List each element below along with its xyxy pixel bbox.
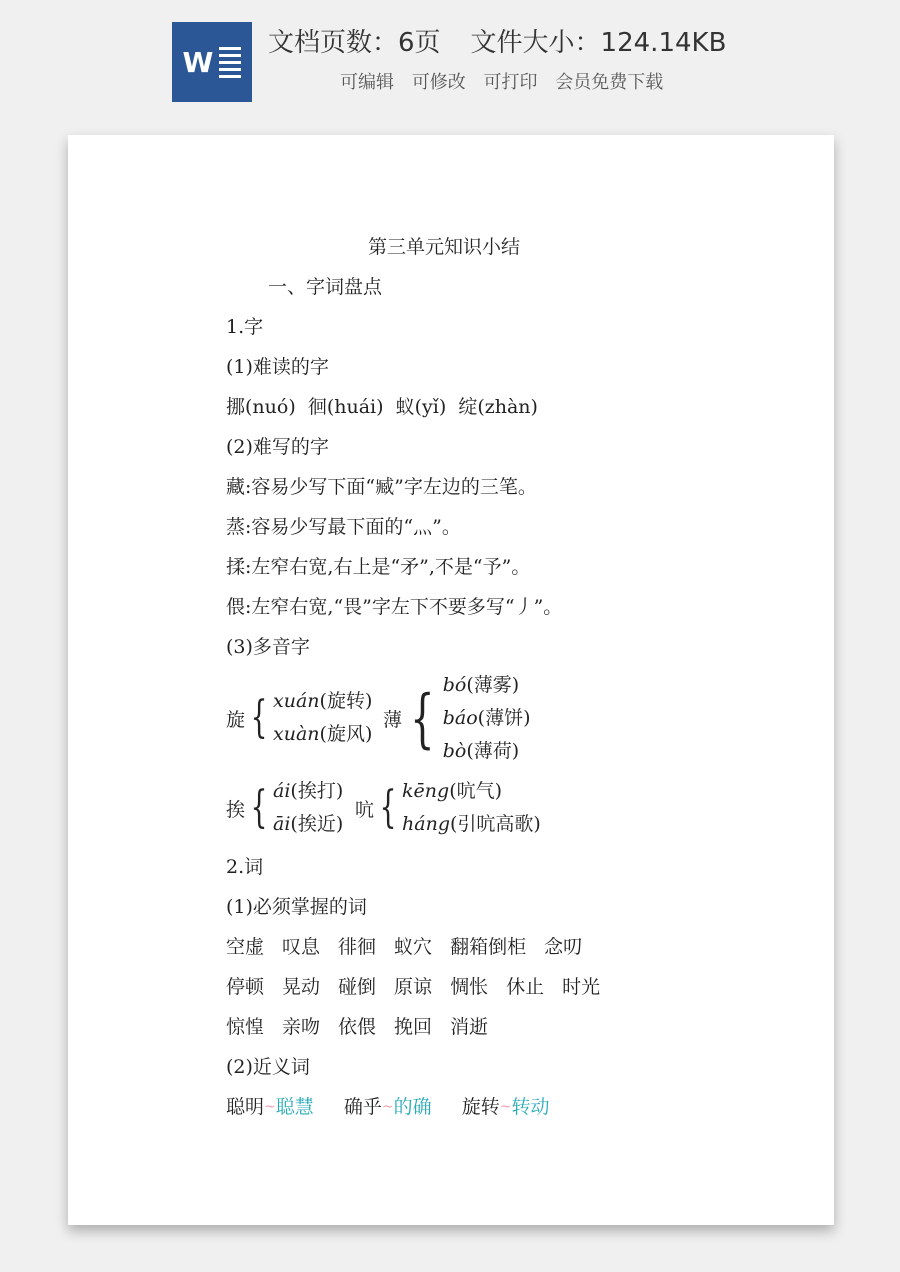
doc-title: 第三单元知识小结 (368, 236, 521, 258)
polyphone-option: āi(挨近) (273, 813, 344, 835)
polyphone-option: xuàn(旋风) (273, 723, 373, 745)
hard-read-line: 挪(nuó) 徊(huái) 蚁(yǐ) 绽(zhàn) (226, 396, 538, 418)
file-size: 文件大小：124.14KB (470, 28, 727, 58)
heading-hard-read: (1)难读的字 (226, 356, 329, 378)
polyphone-group-keng (355, 775, 541, 841)
polyphone-char: 吭 (355, 798, 375, 821)
document-page (68, 135, 834, 1225)
feature-editable: 可编辑 (340, 72, 394, 93)
polyphone-char: 旋 (226, 708, 246, 731)
brace: { (250, 782, 268, 833)
heading-zi: 1.字 (226, 316, 264, 338)
polyphone-group-xuan (226, 685, 372, 751)
word-row: 惊惶 亲吻 依偎 挽回 消逝 (226, 1016, 489, 1038)
polyphone-option: kēng(吭气) (402, 780, 503, 802)
brace: { (250, 692, 268, 743)
synonym-pair: 旋转~转动 (461, 1096, 550, 1118)
brace: { (410, 681, 435, 756)
synonym-pair: 聪明~聪慧 (226, 1096, 314, 1118)
polyphone-option: háng(引吭高歌) (402, 813, 541, 835)
polyphone-option: ái(挨打) (273, 780, 344, 802)
word-icon-letter: W (182, 45, 214, 79)
heading-polyphone: (3)多音字 (226, 636, 310, 658)
hard-write-item: 偎:左窄右宽,“畏”字左下不要多写“丿”。 (226, 596, 563, 618)
word-row: 停顿 晃动 碰倒 原谅 惆怅 休止 时光 (226, 976, 601, 998)
file-meta (268, 22, 726, 59)
section-heading: 一、字词盘点 (268, 276, 383, 298)
polyphone-option: xuán(旋转) (273, 690, 373, 712)
hard-write-item: 藏:容易少写下面“臧”字左边的三笔。 (226, 476, 537, 498)
heading-synonyms: (2)近义词 (226, 1056, 310, 1078)
polyphone-char: 薄 (383, 709, 403, 731)
feature-member-download: 会员免费下载 (555, 72, 664, 93)
polyphone-char: 挨 (226, 798, 246, 821)
synonym-row (226, 1095, 549, 1119)
hard-write-item: 蒸:容易少写最下面的“灬”。 (226, 516, 461, 538)
feature-modifiable: 可修改 (411, 72, 466, 93)
hard-write-item: 揉:左窄右宽,右上是“矛”,不是“予”。 (226, 556, 531, 578)
heading-must-know: (1)必须掌握的词 (226, 896, 367, 918)
feature-list (340, 68, 675, 94)
heading-hard-write: (2)难写的字 (226, 436, 329, 458)
page-count: 文档页数：6页 (268, 28, 441, 58)
polyphone-group-ai (226, 775, 343, 841)
polyphone-group-bao (383, 669, 531, 768)
heading-ci: 2.词 (226, 856, 264, 878)
word-document-icon (172, 22, 252, 102)
polyphone-option: bó(薄雾) (442, 674, 520, 696)
file-info-header (0, 0, 900, 120)
synonym-pair: 确乎~的确 (343, 1096, 432, 1118)
polyphone-option: bò(薄荷) (442, 740, 520, 762)
feature-printable: 可打印 (483, 72, 538, 93)
word-row: 空虚 叹息 徘徊 蚁穴 翻箱倒柜 念叨 (226, 936, 583, 958)
polyphone-option: báo(薄饼) (442, 707, 531, 729)
brace: { (379, 782, 397, 833)
